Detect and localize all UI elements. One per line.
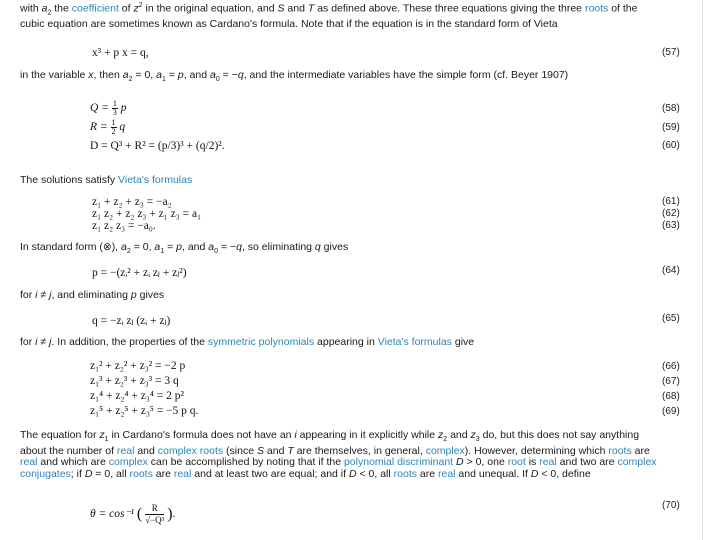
equation-57: x³ + p x = q, (92, 47, 149, 59)
equation-number-64: (64) (662, 265, 680, 276)
link-root[interactable]: root (507, 456, 526, 469)
variable-paragraph: in the variable x, then $a_2 = 0$, $a_1 = p$, and $a_0 = -q$, and the intermediate variables have the simple form (cf. Beyer 1907) (20, 69, 569, 84)
link-vieta-formulas-2[interactable]: Vieta's formulas (377, 336, 452, 348)
standard-form-paragraph: In standard form (⊗), $a_2 = 0$, $a_1 = p$, and $a_0 = -q$, so eliminating q gives (20, 241, 349, 256)
equation-69: z₁⁵ + z₂⁵ + z₃⁵ = −5 p q. (90, 405, 199, 417)
link-vieta-formulas[interactable]: Vieta's formulas (118, 174, 193, 186)
link-coefficient[interactable]: coefficient (71, 2, 119, 15)
link-complex[interactable]: complex (425, 444, 465, 457)
right-paren: ) (167, 505, 173, 523)
link-roots-3[interactable]: roots (129, 467, 153, 480)
link-real-2[interactable]: real (20, 456, 38, 469)
reference-icon[interactable]: ⊗ (102, 241, 112, 253)
equation-number-61: (61) (662, 196, 680, 207)
equation-number-66: (66) (662, 361, 680, 372)
fraction-one-third: $\frac{1}{3}$ (112, 99, 117, 117)
link-polynomial-discriminant[interactable]: polynomial discriminant (343, 456, 454, 469)
fraction-r-over-sqrt: $\frac{R}{\text{√−Q³}}$ (145, 503, 165, 525)
link-real-5[interactable]: real (438, 467, 456, 480)
link-real-3[interactable]: real (539, 456, 557, 469)
left-paren: ( (136, 505, 143, 523)
fraction-one-half: $\frac{1}{2}$ (111, 118, 116, 136)
link-complex-roots[interactable]: complex roots (157, 444, 224, 457)
link-real[interactable]: real (116, 444, 135, 457)
discriminant-paragraph: The equation for $z_1$ in Cardano's formula does not have an i appearing in it explicitly while $z_2$ and $z_3$ do, but this does not say anything about the number of real and complex roots (since S and T are themselves, in general, complex). However, determining which roots are real and which are complex can be accomplished by noting that if the polynomial discriminant D > 0, one root is real and two are complex conjugates; if D = 0, all roots are real and at least two are equal; and if D < 0, all roots are real and unequal. If D < 0, define (20, 429, 657, 480)
equation-number-68: (68) (662, 391, 680, 402)
link-roots-4[interactable]: roots (393, 467, 417, 480)
equation-number-69: (69) (662, 406, 680, 417)
link-roots[interactable]: roots (584, 2, 609, 15)
equation-62: z₁ z₂ + z₂ z₃ + z₁ z₃ = a₁ (92, 208, 202, 220)
equation-number-58: (58) (662, 103, 680, 114)
link-complex-2[interactable]: complex (108, 456, 148, 469)
equation-66: z₁² + z₂² + z₃² = −2 p (90, 360, 186, 372)
eliminating-p-paragraph: for i ≠ j, and eliminating p gives (20, 289, 165, 301)
equation-number-60: (60) (662, 140, 680, 151)
equation-58: Q = $\frac{1}{3}$ p (90, 99, 127, 117)
equation-number-63: (63) (662, 220, 680, 231)
equation-number-70: (70) (662, 500, 680, 511)
equation-65: q = −zᵢ zⱼ (zᵢ + zⱼ) (92, 315, 171, 327)
vieta-paragraph: The solutions satisfy Vieta's formulas (20, 174, 193, 186)
link-complex-conjugates[interactable]: complex conjugates (20, 456, 657, 480)
equation-61: z₁ + z₂ + z₃ = −a₂ (92, 196, 172, 208)
page-right-border (702, 0, 703, 540)
equation-number-59: (59) (662, 122, 680, 133)
equation-63: z₁ z₂ z₃ = −a₀. (92, 220, 156, 232)
link-symmetric-polynomials[interactable]: symmetric polynomials (207, 336, 315, 348)
equation-67: z₁³ + z₂³ + z₃³ = 3 q (90, 375, 179, 387)
symmetric-polynomials-paragraph: for i ≠ j. In addition, the properties of the symmetric polynomials appearing in Vieta's formulas give (20, 336, 475, 348)
equation-number-67: (67) (662, 376, 680, 387)
equation-59: R = $\frac{1}{2}$ q (90, 118, 126, 136)
equation-number-65: (65) (662, 313, 680, 324)
equation-60: D = Q³ + R² = (p/3)³ + (q/2)². (90, 140, 225, 152)
link-roots-2[interactable]: roots (608, 444, 632, 457)
equation-number-57: (57) (662, 47, 680, 58)
equation-64: p = −(zᵢ² + zᵢ zⱼ + zⱼ²) (92, 267, 187, 279)
link-real-4[interactable]: real (173, 467, 192, 480)
intro-paragraph: with $a_2$ the coefficient of $z^2$ in the original equation, and S and T as defined above. These three equations giving the three roots of the cubic equation are sometimes known as Cardano's formula. Note that if the equation is in the standard form of Vieta (20, 2, 638, 31)
equation-70: θ = cos⁻¹ ( $\frac{R}{\text{√−Q³}}$ ). (90, 503, 176, 525)
equation-number-62: (62) (662, 208, 680, 219)
equation-68: z₁⁴ + z₂⁴ + z₃⁴ = 2 p² (90, 390, 184, 402)
